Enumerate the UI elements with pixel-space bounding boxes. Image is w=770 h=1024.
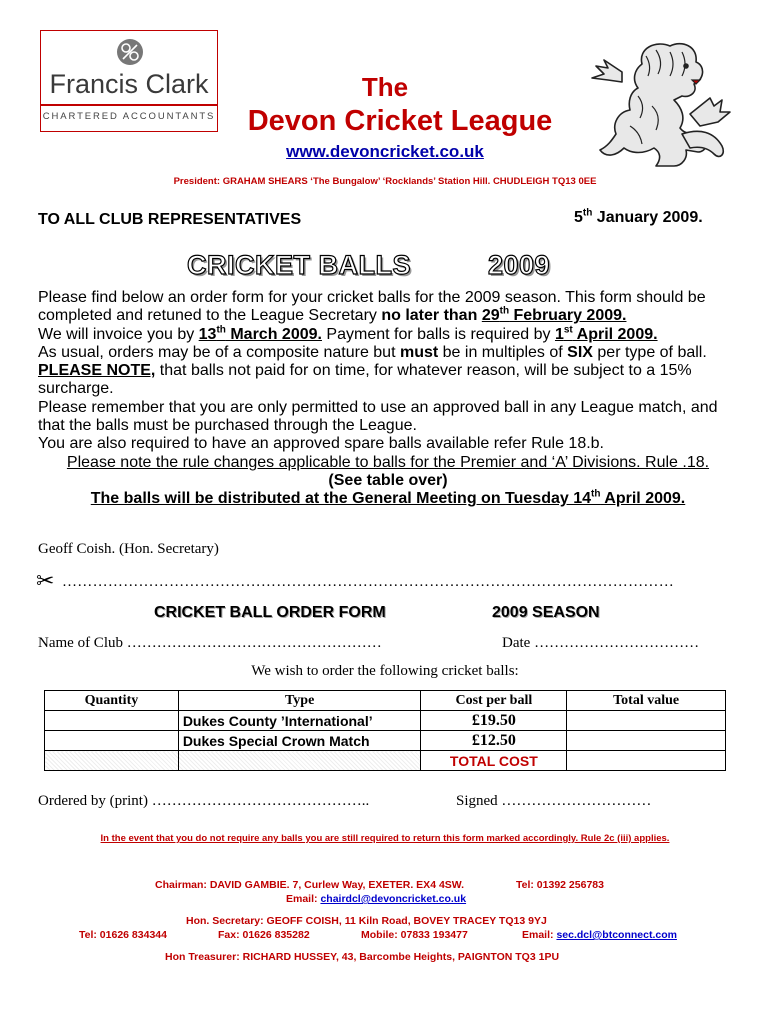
chairman-email-line: Email: chairdcl@devoncricket.co.uk xyxy=(286,893,467,905)
cut-line: ………………………………………………………………………………………………………… xyxy=(62,574,674,590)
order-table xyxy=(44,690,726,771)
chairman-email-link[interactable]: chairdcl@devoncricket.co.uk xyxy=(320,893,467,905)
league-title: Devon Cricket League xyxy=(247,105,553,137)
logo-subtitle: CHARTERED ACCOUNTANTS xyxy=(42,111,216,122)
distribution-note: The balls will be distributed at the General Meeting on Tuesday 14th April 2009. xyxy=(90,488,686,508)
club-name-field[interactable]: Name of Club …………………………………………… xyxy=(38,635,382,651)
logo-name: Francis Clark xyxy=(49,69,209,99)
ball-price: £19.50 xyxy=(421,711,567,731)
paragraph-return: Please find below an order form for your cricket balls for the 2009 season. This form should be completed and retuned to the League Secretary no later than 29th February 2009. xyxy=(38,289,706,325)
secretary-email-link[interactable]: sec.dcl@btconnect.com xyxy=(556,929,677,941)
ball-type: Dukes Special Crown Match xyxy=(178,731,421,751)
ordered-by-field[interactable]: Ordered by (print) …………………………………….. xyxy=(38,793,370,809)
paragraph-invoice: We will invoice you by 13th March 2009. Payment for balls is required by 1st April 2009. xyxy=(38,324,658,343)
paragraph-rule-changes: Please note the rule changes applicable to balls for the Premier and ‘A’ Divisions. Rule .18. xyxy=(66,453,710,471)
hatched-cell xyxy=(178,751,421,771)
quantity-input-county[interactable] xyxy=(45,711,179,731)
ball-price: £12.50 xyxy=(421,731,567,751)
secretary-tel: Tel: 01626 834344 xyxy=(79,929,167,941)
website-link[interactable]: www.devoncricket.co.uk xyxy=(286,142,484,161)
return-notice: In the event that you do not require any balls you are still required to return this form marked accordingly. Rule 2c (iii) applies. xyxy=(100,833,670,844)
heading-title: CRICKET BALLS xyxy=(187,250,411,280)
order-form-season: 2009 SEASON xyxy=(492,604,600,621)
secretary-line: Hon. Secretary: GEOFF COISH, 11 Kiln Road, BOVEY TRACEY TQ13 9YJ xyxy=(186,915,547,927)
scissors-icon: ✂ xyxy=(36,568,55,593)
hatched-cell xyxy=(45,751,179,771)
logo-divider xyxy=(41,104,217,106)
total-cost-input[interactable] xyxy=(567,751,726,771)
heading-year: 2009 xyxy=(488,250,551,280)
letter-body xyxy=(38,289,738,509)
treasurer-line: Hon Treasurer: RICHARD HUSSEY, 43, Barcombe Heights, PAIGNTON TQ3 1PU xyxy=(165,951,560,963)
paragraph-multiples: As usual, orders may be of a composite nature but must be in multiples of SIX per type of ball. xyxy=(38,343,707,361)
header-quantity: Quantity xyxy=(45,691,179,711)
secretary-fax: Fax: 01626 835282 xyxy=(218,929,310,941)
chairman-line: Chairman: DAVID GAMBIE. 7, Curlew Way, EXETER. EX4 4SW. xyxy=(155,879,465,891)
secretary-mobile: Mobile: 07833 193477 xyxy=(361,929,468,941)
ball-type: Dukes County ’International’ xyxy=(178,711,421,731)
total-row xyxy=(45,751,726,771)
date-field[interactable]: Date …………………………… xyxy=(502,635,700,651)
paragraph-spare-balls: You are also required to have an approved spare balls available refer Rule 18.b. xyxy=(38,435,604,453)
paragraph-approved-ball: Please remember that you are only permitted to use an approved ball in any League match, and that the balls must be purchased through the League. xyxy=(38,398,718,435)
order-intro: We wish to order the following cricket balls: xyxy=(251,663,519,679)
lion-rampant-icon xyxy=(582,36,742,176)
secretary-email-line: Email: sec.dcl@btconnect.com xyxy=(522,929,677,941)
header-type: Type xyxy=(178,691,421,711)
total-input-county[interactable] xyxy=(567,711,726,731)
header-cost: Cost per ball xyxy=(421,691,567,711)
chairman-tel: Tel: 01392 256783 xyxy=(516,879,604,891)
header-the: The xyxy=(361,72,409,102)
table-row xyxy=(45,711,726,731)
signature-line: Geoff Coish. (Hon. Secretary) xyxy=(38,541,219,557)
francis-clark-logo xyxy=(40,30,218,132)
table-row xyxy=(45,731,726,751)
paragraph-surcharge: PLEASE NOTE, that balls not paid for on time, for whatever reason, will be subject to a 15% surcharge. xyxy=(38,362,692,398)
header-total: Total value xyxy=(567,691,726,711)
see-table-note: (See table over) xyxy=(328,471,448,489)
president-line: President: GRAHAM SHEARS ‘The Bungalow’ ‘Rocklands’ Station Hill. CHUDLEIGH TQ13 0EE xyxy=(173,176,597,187)
letter-date: 5th January 2009. xyxy=(574,207,703,226)
total-cost-label: TOTAL COST xyxy=(421,751,567,771)
order-form-title: CRICKET BALL ORDER FORM xyxy=(154,604,386,621)
signed-field[interactable]: Signed ………………………… xyxy=(456,793,652,809)
table-header-row xyxy=(45,691,726,711)
quantity-input-crown[interactable] xyxy=(45,731,179,751)
recipient-line: TO ALL CLUB REPRESENTATIVES xyxy=(38,211,302,228)
total-input-crown[interactable] xyxy=(567,731,726,751)
emblem-icon xyxy=(115,37,145,67)
